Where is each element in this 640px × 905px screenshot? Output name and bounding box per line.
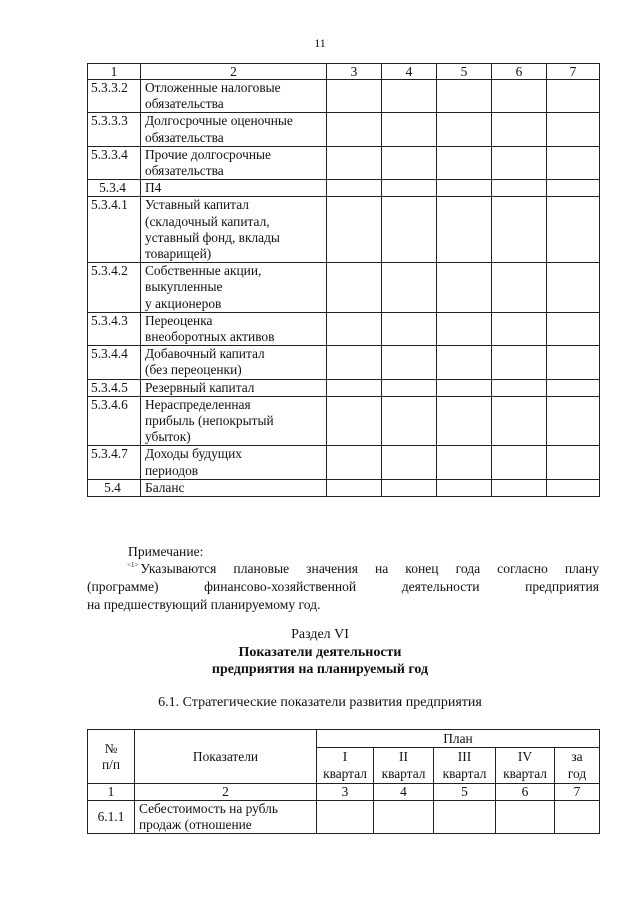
table-row [88, 379, 600, 396]
col-num-header: № п/п [88, 730, 135, 784]
row-code: 5.3.3.3 [88, 113, 141, 146]
value-cell [327, 346, 382, 379]
table-row [88, 801, 600, 834]
period-bottom: квартал [317, 766, 374, 784]
column-number-row [88, 784, 600, 801]
header-cell: 5 [437, 64, 492, 80]
row-name-line: убыток) [145, 429, 191, 445]
value-cell [492, 479, 547, 496]
section-label: Раздел VI [291, 627, 349, 642]
value-cell [382, 396, 437, 446]
row-name-line: выкупленные [145, 279, 223, 295]
row-name [141, 80, 327, 113]
row-name [141, 197, 327, 263]
value-cell [547, 113, 600, 146]
value-cell [382, 312, 437, 345]
value-cell [547, 396, 600, 446]
row-code: 5.3.4.2 [88, 263, 141, 313]
value-cell [327, 180, 382, 197]
period-bottom: квартал [374, 766, 434, 784]
section-title-line1: Показатели деятельности [238, 645, 402, 660]
header-cell: 4 [382, 64, 437, 80]
value-cell [437, 113, 492, 146]
period-bottom: год [555, 766, 600, 784]
value-cell [327, 113, 382, 146]
value-cell [492, 446, 547, 479]
row-name-line: Отложенные налоговые [145, 80, 281, 95]
row-name [135, 801, 317, 834]
row-name-line: обязательства [145, 163, 224, 179]
value-cell [382, 446, 437, 479]
value-cell [437, 180, 492, 197]
value-cell [492, 180, 547, 197]
table-row [88, 346, 600, 379]
table-header-row [88, 730, 600, 748]
period-top: за [555, 748, 600, 766]
subsection-title: 6.1. Стратегические показатели развития предприятия [158, 695, 482, 710]
column-number: 6 [496, 784, 555, 801]
value-cell [492, 197, 547, 263]
value-cell [327, 312, 382, 345]
value-cell [437, 346, 492, 379]
row-name-line: прибыль (непокрытый [145, 413, 274, 429]
table-row [88, 263, 600, 313]
table-row [88, 146, 600, 179]
row-name-line: Долгосрочные оценочные [145, 113, 293, 129]
value-cell [317, 801, 374, 834]
period-top: I [317, 748, 374, 766]
row-name [141, 146, 327, 179]
row-name-line: Резервный капитал [145, 379, 255, 395]
value-cell [492, 379, 547, 396]
header-cell: 1 [88, 64, 141, 80]
header-cell: 6 [492, 64, 547, 80]
row-name [141, 346, 327, 379]
value-cell [547, 80, 600, 113]
value-cell [382, 346, 437, 379]
balance-table-body [88, 80, 600, 497]
value-cell [327, 197, 382, 263]
value-cell [547, 180, 600, 197]
value-cell [492, 113, 547, 146]
value-cell [327, 396, 382, 446]
header-cell: 3 [327, 64, 382, 80]
value-cell [382, 263, 437, 313]
row-name [141, 180, 327, 197]
period-bottom: квартал [434, 766, 496, 784]
row-name-line: Баланс [145, 479, 185, 495]
header-cell: 7 [547, 64, 600, 80]
row-code: 5.3.4.5 [88, 379, 141, 396]
row-name [141, 113, 327, 146]
value-cell [327, 379, 382, 396]
row-name-line: Доходы будущих [145, 446, 242, 462]
table-row [88, 113, 600, 146]
value-cell [547, 312, 600, 345]
row-name-line: (без переоценки) [145, 362, 242, 378]
indicators-table [87, 729, 600, 834]
value-cell [374, 801, 434, 834]
value-cell [382, 379, 437, 396]
row-name-line: внеоборотных активов [145, 329, 275, 345]
note-line: $^{<1>}$ Указываются плановые значения на конец года согласно плану [127, 561, 599, 576]
row-code: 5.3.4.7 [88, 446, 141, 479]
row-name-line: Уставный капитал [145, 197, 249, 213]
row-name-line: у акционеров [145, 295, 222, 311]
column-number: 7 [555, 784, 600, 801]
value-cell [547, 446, 600, 479]
indicators-table-body [88, 801, 600, 834]
page-number: 11 [314, 36, 326, 50]
row-name-line: Прочие долгосрочные [145, 146, 271, 162]
value-cell [382, 80, 437, 113]
row-name [141, 479, 327, 496]
value-cell [547, 197, 600, 263]
row-name [141, 396, 327, 446]
value-cell [437, 146, 492, 179]
table-row [88, 479, 600, 496]
row-name [141, 312, 327, 345]
row-name-line: обязательства [145, 129, 224, 145]
note-text [87, 556, 599, 614]
value-cell [437, 396, 492, 446]
row-code: 5.3.4.6 [88, 396, 141, 446]
value-cell [437, 80, 492, 113]
period-top: IV [496, 748, 555, 766]
section-title-line2: предприятия на планируемый год [211, 662, 429, 677]
value-cell [492, 396, 547, 446]
plan-header: План [317, 730, 600, 748]
column-number: 1 [88, 784, 135, 801]
note-line: на предшествующий планируемому год. [87, 597, 321, 612]
value-cell [382, 113, 437, 146]
period-top: III [434, 748, 496, 766]
row-code: 5.3.3.2 [88, 80, 141, 113]
row-code: 5.3.4.1 [88, 197, 141, 263]
table-row [88, 180, 600, 197]
row-name-line: Переоценка [145, 312, 213, 328]
row-code: 5.3.4.4 [88, 346, 141, 379]
value-cell [437, 379, 492, 396]
table-row [88, 80, 600, 113]
table-row [88, 197, 600, 263]
row-code: 5.3.4.3 [88, 312, 141, 345]
column-number: 2 [135, 784, 317, 801]
row-name-line: периодов [145, 462, 199, 478]
column-number: 4 [374, 784, 434, 801]
value-cell [547, 263, 600, 313]
row-code: 5.3.3.4 [88, 146, 141, 179]
row-name-line: обязательства [145, 96, 224, 112]
col-indicator-header: Показатели [135, 730, 317, 784]
row-name-line: П4 [145, 180, 162, 196]
value-cell [434, 801, 496, 834]
value-cell [437, 312, 492, 345]
value-cell [327, 146, 382, 179]
balance-table [87, 63, 600, 497]
value-cell [382, 479, 437, 496]
row-name-line: Добавочный капитал [145, 346, 265, 362]
value-cell [492, 80, 547, 113]
note-line: (программе) финансово-хозяйственной деятельности предприятия [87, 579, 599, 594]
value-cell [492, 346, 547, 379]
period-top: II [374, 748, 434, 766]
row-name-line: Собственные акции, [145, 263, 262, 279]
value-cell [547, 479, 600, 496]
value-cell [327, 479, 382, 496]
row-name-line: Нераспределенная [145, 396, 251, 412]
row-name [141, 379, 327, 396]
value-cell [382, 197, 437, 263]
row-name [141, 446, 327, 479]
footnote-marker: <1> [127, 561, 139, 569]
value-cell [492, 312, 547, 345]
row-name-line: уставный фонд, вклады [145, 229, 280, 245]
value-cell [327, 446, 382, 479]
value-cell [496, 801, 555, 834]
note-title: Примечание: [128, 544, 204, 559]
value-cell [555, 801, 600, 834]
row-code: 5.4 [88, 479, 141, 496]
table-header-row [88, 64, 600, 80]
value-cell [547, 146, 600, 179]
header-cell: 2 [141, 64, 327, 80]
row-name-line: Себестоимость на рубль [139, 801, 278, 816]
value-cell [382, 180, 437, 197]
value-cell [437, 263, 492, 313]
value-cell [437, 446, 492, 479]
value-cell [547, 346, 600, 379]
row-name-line: продаж (отношение [139, 817, 252, 832]
value-cell [492, 263, 547, 313]
value-cell [327, 80, 382, 113]
row-name [141, 263, 327, 313]
row-code: 6.1.1 [88, 801, 135, 834]
row-name-line: (складочный капитал, [145, 213, 270, 229]
value-cell [547, 379, 600, 396]
value-cell [492, 146, 547, 179]
table-row [88, 396, 600, 446]
value-cell [382, 146, 437, 179]
table-row [88, 312, 600, 345]
row-code: 5.3.4 [88, 180, 141, 197]
table-row [88, 446, 600, 479]
period-bottom: квартал [496, 766, 555, 784]
row-name-line: товарищей) [145, 246, 212, 262]
column-number: 3 [317, 784, 374, 801]
value-cell [437, 197, 492, 263]
value-cell [437, 479, 492, 496]
column-number: 5 [434, 784, 496, 801]
value-cell [327, 263, 382, 313]
